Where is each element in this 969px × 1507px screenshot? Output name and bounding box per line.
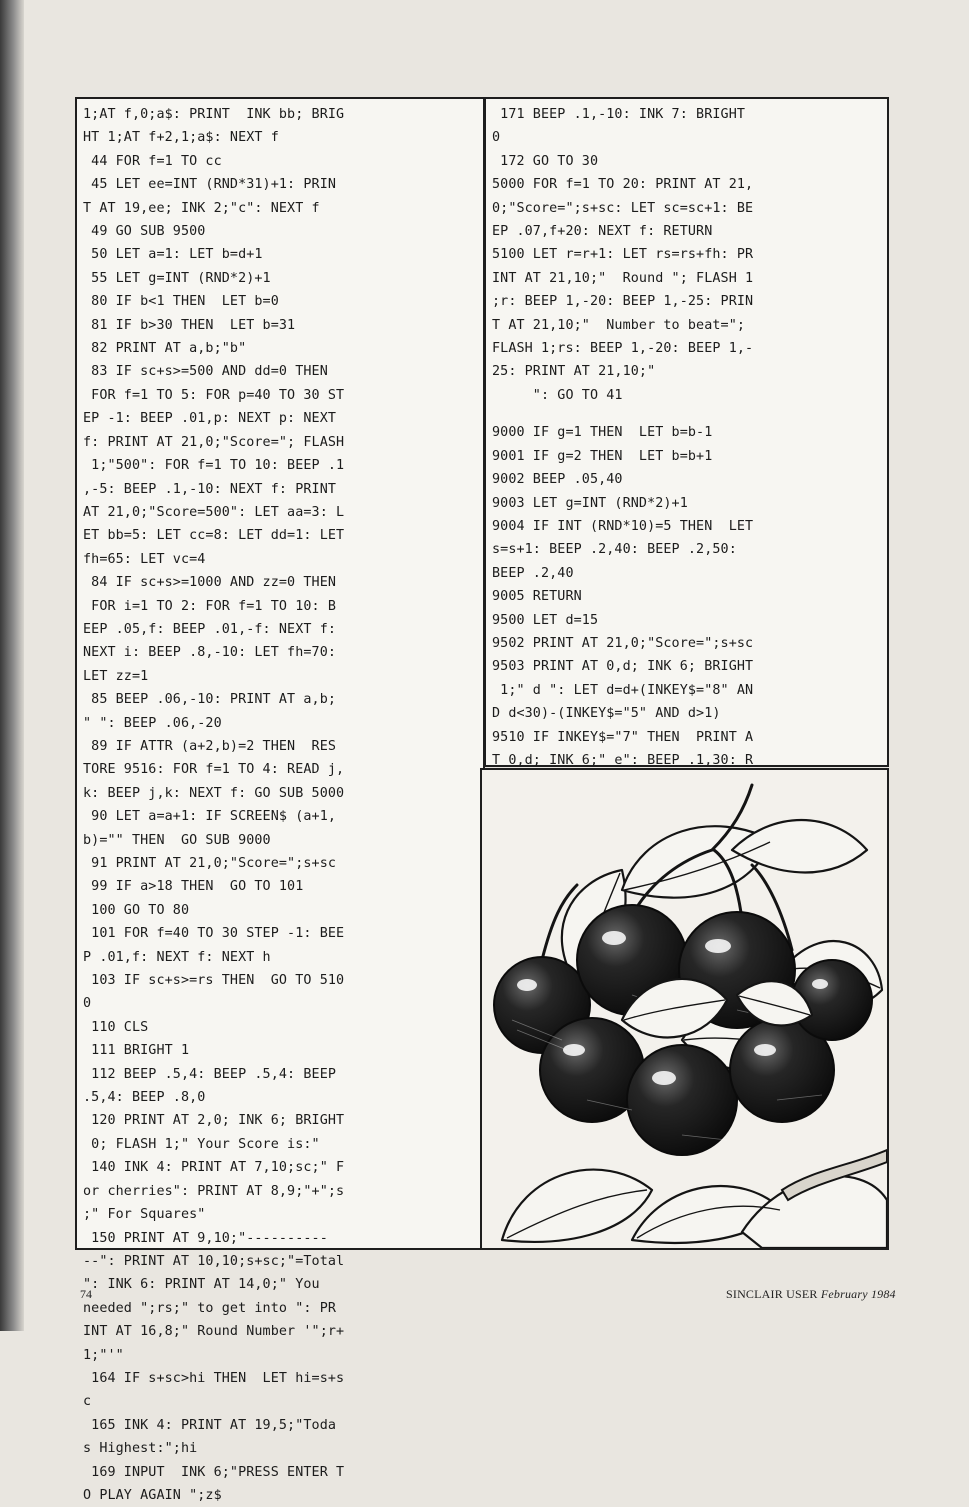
code-line: s Highest:";hi: [83, 1441, 198, 1457]
code-line: 9003 LET g=INT (RND*2)+1: [492, 495, 688, 511]
code-line: TORE 9516: FOR f=1 TO 4: READ j,: [83, 762, 345, 778]
code-line: s=s+1: BEEP .2,40: BEEP .2,50:: [492, 542, 737, 558]
code-line: " ": BEEP .06,-20: [83, 715, 222, 731]
cherry: [627, 1045, 737, 1155]
code-line: 81 IF b>30 THEN LET b=31: [83, 317, 296, 333]
code-line: 5000 FOR f=1 TO 20: PRINT AT 21,: [492, 177, 754, 193]
code-line: .5,4: BEEP .8,0: [83, 1090, 206, 1106]
code-line: 9000 IF g=1 THEN LET b=b-1: [492, 425, 713, 441]
code-line: 9002 BEEP .05,40: [492, 472, 623, 488]
code-line: 120 PRINT AT 2,0; INK 6; BRIGHT: [83, 1113, 345, 1129]
code-line: 90 LET a=a+1: IF SCREEN$ (a+1,: [83, 809, 337, 825]
code-line: 0;"Score=";s+sc: LET sc=sc+1: BE: [492, 200, 754, 216]
code-line: 0: [83, 996, 92, 1012]
cherries-illustration: [482, 770, 887, 1248]
code-line: 85 BEEP .06,-10: PRINT AT a,b;: [83, 692, 337, 708]
code-line: or cherries": PRINT AT 8,9;"+";s: [83, 1183, 345, 1199]
code-line: 1;" d ": LET d=d+(INKEY$="8" AN: [492, 682, 754, 698]
magazine-name: SINCLAIR USER: [726, 1287, 818, 1301]
code-line: 89 IF ATTR (a+2,b)=2 THEN RES: [83, 738, 337, 754]
code-line: 55 LET g=INT (RND*2)+1: [83, 270, 271, 286]
code-line: 84 IF sc+s>=1000 AND zz=0 THEN: [83, 575, 337, 591]
code-line: 80 IF b<1 THEN LET b=0: [83, 294, 279, 310]
code-line: 9503 PRINT AT 0,d; INK 6; BRIGHT: [492, 659, 754, 675]
code-line: 1;AT f,0;a$: PRINT INK bb; BRIG: [83, 107, 345, 122]
code-line: 1;"500": FOR f=1 TO 10: BEEP .1: [83, 458, 345, 474]
code-line: 100 GO TO 80: [83, 902, 190, 918]
code-line: 111 BRIGHT 1: [83, 1043, 190, 1059]
code-line: NEXT i: BEEP .8,-10: LET fh=70:: [83, 645, 337, 661]
basic-listing-left: [83, 103, 479, 1507]
code-line: 25: PRINT AT 21,10;": [492, 364, 656, 380]
code-line: EP .07,f+20: NEXT f: RETURN: [492, 224, 713, 240]
code-line: HT 1;AT f+2,1;a$: NEXT f: [83, 130, 279, 146]
code-line: T 0,d; INK 6;" e": BEEP .1,30: R: [492, 752, 754, 768]
code-line: EP -1: BEEP .01,p: NEXT p: NEXT: [83, 411, 337, 427]
basic-listing-right-middle: [492, 421, 883, 796]
code-line: 99 IF a>18 THEN GO TO 101: [83, 879, 304, 895]
code-line: T AT 21,10;" Number to beat=";: [492, 317, 746, 333]
code-line: 9004 IF INT (RND*10)=5 THEN LET: [492, 518, 754, 534]
code-line: --": PRINT AT 10,10;s+sc;"=Total: [83, 1253, 345, 1269]
code-line: ;r: BEEP 1,-20: BEEP 1,-25: PRIN: [492, 294, 754, 310]
code-line: 101 FOR f=40 TO 30 STEP -1: BEE: [83, 926, 345, 942]
magazine-spine-shadow: [0, 0, 24, 1331]
code-line: D d<30)-(INKEY$="5" AND d>1): [492, 706, 721, 722]
code-line: ,-5: BEEP .1,-10: NEXT f: PRINT: [83, 481, 337, 497]
code-line: FLASH 1;rs: BEEP 1,-20: BEEP 1,-: [492, 341, 754, 357]
code-line: ET bb=5: LET cc=8: LET dd=1: LET: [83, 528, 345, 544]
code-line: f: PRINT AT 21,0;"Score="; FLASH: [83, 434, 345, 450]
code-line: EEP .05,f: BEEP .01,-f: NEXT f:: [83, 621, 337, 637]
code-line: ;" For Squares": [83, 1207, 206, 1223]
code-line: 9510 IF INKEY$="7" THEN PRINT A: [492, 729, 754, 745]
code-line: ": GO TO 41: [492, 387, 623, 403]
code-line: 150 PRINT AT 9,10;"----------: [83, 1230, 328, 1246]
code-line: needed ";rs;" to get into ": PR: [83, 1300, 337, 1316]
code-line: 44 FOR f=1 TO cc: [83, 153, 222, 169]
code-line: BEEP .2,40: [492, 565, 574, 581]
code-line: T AT 19,ee; INK 2;"c": NEXT f: [83, 200, 320, 216]
code-line: 172 GO TO 30: [492, 153, 599, 169]
code-line: fh=65: LET vc=4: [83, 551, 206, 567]
cherry-illustration-frame: [480, 768, 889, 1250]
code-line: 164 IF s+sc>hi THEN LET hi=s+s: [83, 1370, 345, 1386]
code-line: 9500 LET d=15: [492, 612, 599, 628]
code-line: b)="" THEN GO SUB 9000: [83, 832, 271, 848]
code-line: 0; FLASH 1;" Your Score is:": [83, 1136, 320, 1152]
page-number: 74: [80, 1287, 92, 1301]
code-line: 9502 PRINT AT 21,0;"Score=";s+sc: [492, 635, 754, 651]
code-line: FOR i=1 TO 2: FOR f=1 TO 10: B: [83, 598, 337, 614]
code-line: 0: [492, 130, 501, 146]
code-line: 9001 IF g=2 THEN LET b=b+1: [492, 448, 713, 464]
code-line: INT AT 21,10;" Round "; FLASH 1: [492, 270, 754, 286]
listing-gap: [492, 407, 883, 421]
code-line: 112 BEEP .5,4: BEEP .5,4: BEEP: [83, 1066, 337, 1082]
code-line: O PLAY AGAIN ";z$: [83, 1487, 222, 1503]
code-line: 169 INPUT INK 6;"PRESS ENTER T: [83, 1464, 345, 1480]
code-line: ": INK 6: PRINT AT 14,0;" You: [83, 1277, 320, 1293]
running-footer: [726, 1287, 896, 1302]
issue-date: February 1984: [820, 1287, 896, 1301]
code-line: AT 21,0;"Score=500": LET aa=3: L: [83, 504, 345, 520]
listing-column-right: [484, 97, 889, 767]
code-line: LET zz=1: [83, 668, 149, 684]
code-line: 1;"'": [83, 1347, 124, 1363]
basic-listing-right-top: [492, 103, 883, 407]
code-line: 9005 RETURN: [492, 589, 582, 605]
code-line: 5100 LET r=r+1: LET rs=rs+fh: PR: [492, 247, 754, 263]
code-line: c: [83, 1394, 92, 1410]
code-line: 103 IF sc+s>=rs THEN GO TO 510: [83, 973, 345, 989]
code-line: 165 INK 4: PRINT AT 19,5;"Toda: [83, 1417, 337, 1433]
code-line: P .01,f: NEXT f: NEXT h: [83, 949, 271, 965]
code-line: 91 PRINT AT 21,0;"Score=";s+sc: [83, 856, 337, 871]
code-line: 45 LET ee=INT (RND*31)+1: PRIN: [83, 177, 337, 193]
code-line: 140 INK 4: PRINT AT 7,10;sc;" F: [83, 1160, 345, 1176]
code-line: 49 GO SUB 9500: [83, 224, 206, 240]
code-line: 171 BEEP .1,-10: INK 7: BRIGHT: [492, 107, 746, 122]
code-line: 82 PRINT AT a,b;"b": [83, 341, 247, 357]
code-line: FOR f=1 TO 5: FOR p=40 TO 30 ST: [83, 387, 345, 403]
code-line: k: BEEP j,k: NEXT f: GO SUB 5000: [83, 785, 345, 801]
code-line: INT AT 16,8;" Round Number '";r+: [83, 1324, 345, 1340]
code-line: 83 IF sc+s>=500 AND dd=0 THEN: [83, 364, 328, 380]
code-line: 110 CLS: [83, 1019, 149, 1035]
code-line: 50 LET a=1: LET b=d+1: [83, 247, 263, 263]
